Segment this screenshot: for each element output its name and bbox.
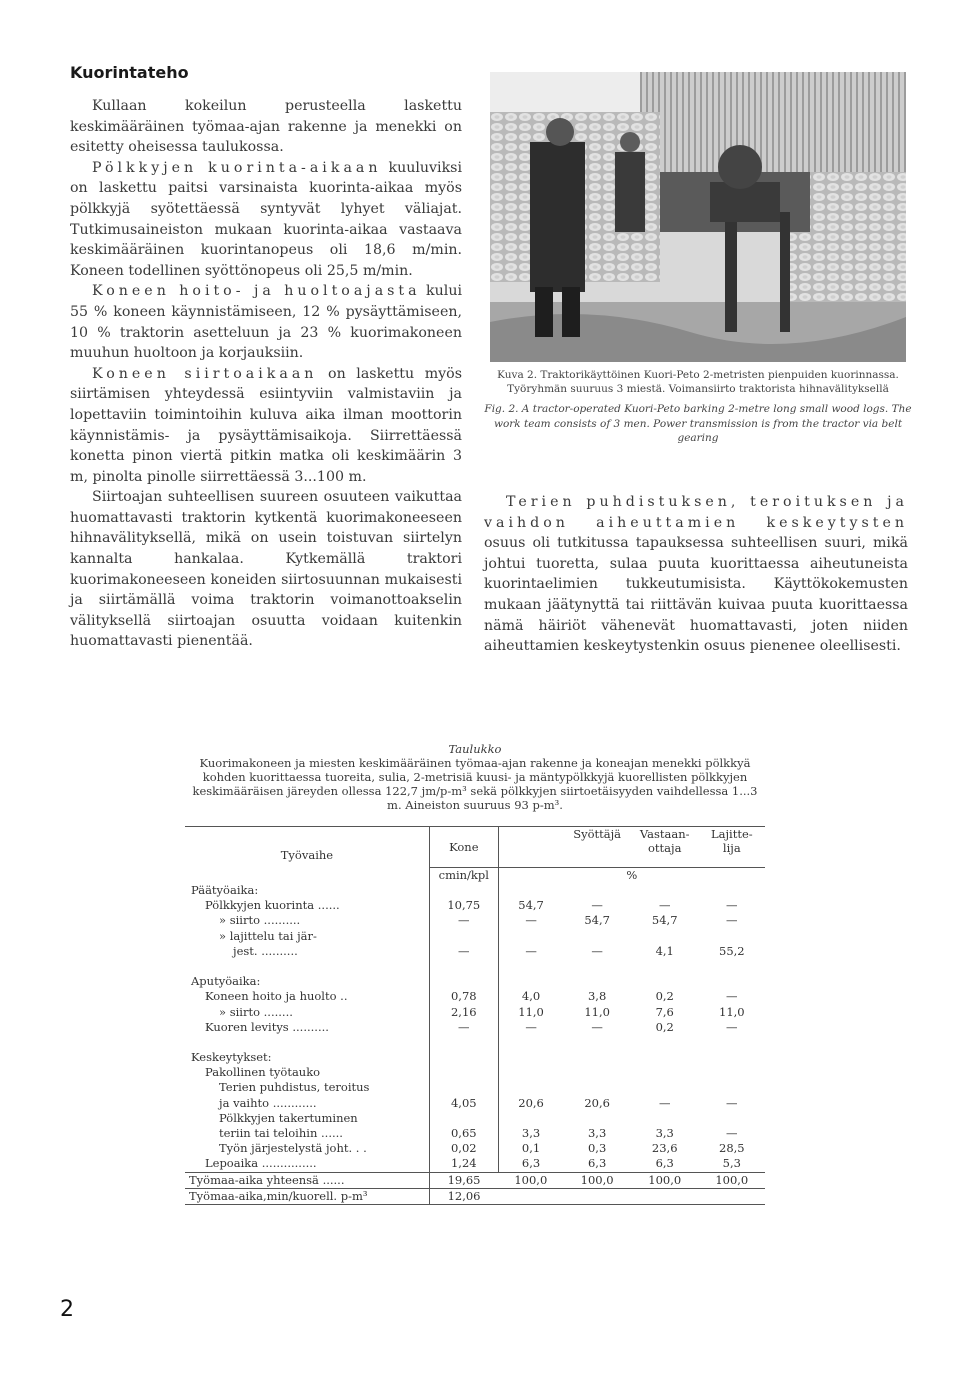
row-label: Keskeytykset: <box>185 1050 429 1065</box>
row-value <box>563 1050 630 1065</box>
photo-barking-machine <box>490 72 906 362</box>
total-label: Työmaa-aika yhteensä ...... <box>185 1172 429 1188</box>
final-value-1 <box>498 1188 563 1204</box>
row-value: — <box>591 943 603 958</box>
row-value <box>631 1035 699 1050</box>
total-row <box>185 1172 765 1188</box>
row-value <box>631 1111 699 1126</box>
row-value: 6,3 <box>655 1156 674 1171</box>
row-label: Pakollinen työtauko <box>185 1065 429 1080</box>
page-number: 2 <box>60 1297 74 1322</box>
total-value-2: 100,0 <box>563 1172 630 1188</box>
row-value: 20,6 <box>518 1095 544 1110</box>
table-title: Taulukko <box>448 742 502 756</box>
row-label: Työn järjestelystä joht. . . <box>185 1141 429 1156</box>
row-value: — <box>726 1095 738 1110</box>
figure-caption-english: Fig. 2. A tractor-operated Kuori-Peto barking 2-metre long small wood logs. The work team consists of 3 men. Power transmission is from the tractor via belt gearing <box>484 403 912 444</box>
header-empty <box>498 827 563 868</box>
row-value: 54,7 <box>584 913 610 928</box>
final-value-2 <box>563 1188 630 1204</box>
row-value: 3,3 <box>587 1126 607 1140</box>
row-value <box>699 1050 765 1065</box>
paragraph-2-text: kuuluviksi on laskettu paitsi varsinaista kuorinta-aikaa myös pölkkyjä syötettäessä syntyvät lyhyet väliajat. Tutkimusaineiston mukaan kuorinta-aikaa vastaava keskimääräinen kuorintanopeus oli 18,6 m/min. Koneen todellinen syöttönopeus oli 25,5 m/min. <box>70 159 462 279</box>
row-value-machine <box>429 959 498 974</box>
row-label <box>185 1035 429 1050</box>
row-value <box>699 1111 765 1126</box>
total-value-1: 100,0 <box>498 1172 563 1188</box>
row-value-machine: 1,24 <box>429 1156 498 1172</box>
left-column <box>70 96 462 652</box>
table-row <box>185 1035 765 1050</box>
row-label: Päätyöaika: <box>185 883 429 898</box>
row-label: Terien puhdistus, teroitus <box>185 1080 429 1095</box>
row-label: ja vaihto ............ <box>185 1096 429 1111</box>
row-value <box>699 959 765 974</box>
row-label: Lepoaika ............... <box>185 1156 429 1172</box>
table-row <box>185 1126 765 1141</box>
row-value <box>631 1080 699 1095</box>
paragraph-4-text: on laskettu myös siirtämisen yhteydessä esiintyviin valmistaviin ja lopettaviin toimintoihin kuluva aika ilman moottorin käynnistämis- ja pysäyttämisaikoja. Siirrettäessä konetta pinon viertä pitkin matka oli keskimäärin 3 m, pinolta pinolle siirrettäessä 3...100 m. <box>70 365 462 485</box>
row-value <box>498 883 563 898</box>
row-value-machine <box>429 1080 498 1095</box>
photo-illustration <box>490 72 906 362</box>
row-value-machine <box>429 1050 498 1065</box>
row-value: 55,2 <box>719 943 745 958</box>
row-value: — <box>726 1126 738 1140</box>
unit-machine: cmin/kpl <box>429 867 498 883</box>
table-row <box>185 959 765 974</box>
header-stage: Työvaihe <box>185 827 429 884</box>
row-value: — <box>658 1095 671 1110</box>
row-value <box>699 1080 765 1095</box>
right-paragraph-text: osuus oli tutkitussa tapauksessa suhteellisen suuri, mikä johtui tuoretta, sulaa puuta kuorittaessa aiheutuneista kuorintaelimien tukkeutumisista. Käyttökokemusten mukaan jäätynyttä tai riittävän kuivaa puuta kuorittaessa nämä häiriöt vähenevät huomattavasti, joten niiden aiheuttamien keskeytystenkin osuus pienenee oleellisesti. <box>484 535 908 655</box>
row-value <box>699 974 765 989</box>
total-value-4: 100,0 <box>699 1172 765 1188</box>
row-value <box>563 1035 630 1050</box>
figure-caption-finnish: Kuva 2. Traktorikäyttöinen Kuori-Peto 2-metristen pienpuiden kuorinnassa. Työryhmän suuruus 3 miestä. Voimansiirto traktorista hihnavälityksellä <box>497 369 899 396</box>
row-value <box>563 929 630 944</box>
row-value <box>498 1050 563 1065</box>
row-value: — <box>658 898 671 913</box>
row-label <box>185 959 429 974</box>
paragraph-4-lead: Koneen siirtoaikaan <box>92 365 318 382</box>
table-row <box>185 929 765 944</box>
row-value <box>563 1065 630 1080</box>
row-value: 3,3 <box>521 1126 541 1140</box>
final-label: Työmaa-aika,min/kuorell. p-m³ <box>185 1188 429 1204</box>
row-value <box>498 1035 563 1050</box>
row-value-machine: 2,16 <box>429 1005 498 1020</box>
paragraph-1: Kullaan kokeilun perusteella laskettu keskimääräinen työmaa-ajan rakenne ja menekki on esitetty oheisessa taulukossa. <box>70 98 462 156</box>
row-value <box>699 883 765 898</box>
figure-caption <box>478 368 918 451</box>
row-value: 11,0 <box>518 1004 544 1019</box>
row-label: Kuoren levitys .......... <box>185 1020 429 1035</box>
table-row <box>185 1020 765 1035</box>
row-value <box>699 929 765 944</box>
row-value-machine: — <box>429 1020 498 1035</box>
row-value-machine <box>429 1035 498 1050</box>
paragraph-2 <box>70 158 462 282</box>
table-row <box>185 898 765 913</box>
table-row <box>185 989 765 1004</box>
paragraph-4 <box>70 364 462 488</box>
row-value: 0,2 <box>655 989 674 1004</box>
row-value <box>498 974 563 989</box>
total-value-3: 100,0 <box>631 1172 699 1188</box>
table-body <box>185 883 765 1172</box>
table-row <box>185 883 765 898</box>
row-value <box>699 1065 765 1080</box>
header-feeder: Syöttäjä <box>573 827 622 841</box>
row-value-machine <box>429 1065 498 1080</box>
row-value-machine <box>429 1111 498 1126</box>
table-row <box>185 1080 765 1095</box>
row-value-machine <box>429 883 498 898</box>
row-value: 3,3 <box>655 1126 674 1140</box>
table-row <box>185 1141 765 1156</box>
row-value: 0,2 <box>655 1019 674 1034</box>
row-value: 0,1 <box>521 1141 541 1156</box>
total-value-machine: 19,65 <box>429 1172 498 1188</box>
row-value <box>631 974 699 989</box>
table-row <box>185 913 765 928</box>
header-receiver: Vastaan-ottaja <box>639 827 690 855</box>
row-label: Koneen hoito ja huolto .. <box>185 989 429 1004</box>
row-label: teriin tai teloihin ...... <box>185 1126 429 1141</box>
row-value <box>498 1080 563 1095</box>
row-value: 28,5 <box>719 1141 745 1156</box>
row-value <box>563 1111 630 1126</box>
table-description: Kuorimakoneen ja miesten keskimääräinen työmaa-ajan rakenne ja koneajan menekki pölkkyä kohden kuorittaessa tuoreita, sulia, 2-metrisiä kuusi- ja mäntypölkkyjä kuorellisten pölkkyjen keskimääräisen järeyden ollessa 122,7 jm/p-m³ sekä pölkkyjen siirtoetäisyyden vaihdellessa 1...3 m. Aineiston suuruus 93 p-m³. <box>192 756 758 812</box>
section-title: Kuorintateho <box>70 63 189 82</box>
header-sorter: Lajitte-lija <box>710 827 753 855</box>
row-value: — <box>726 989 738 1004</box>
table-row <box>185 944 765 959</box>
final-value-3 <box>631 1188 699 1204</box>
row-label: Pölkkyjen kuorinta ...... <box>185 898 429 913</box>
row-value <box>631 883 699 898</box>
table-row <box>185 1156 765 1172</box>
row-value: — <box>726 898 738 913</box>
row-value: — <box>726 1019 738 1034</box>
final-value-machine: 12,06 <box>429 1188 498 1204</box>
paragraph-3-lead: Koneen hoito- ja huoltoajasta <box>92 283 421 300</box>
right-paragraph-lead: Terien puhdistuksen, teroituksen ja vaihdon aiheuttamien keskeytysten <box>484 494 908 531</box>
row-value: 23,6 <box>651 1141 678 1156</box>
row-value: 5,3 <box>722 1156 741 1171</box>
row-value <box>563 1080 630 1095</box>
table-row <box>185 974 765 989</box>
paragraph-3-text: kului 55 % koneen käynnistämiseen, 12 % pysäyttämiseen, 10 % traktorin asetteluun ja 23 % kuorimakoneen muuhun huoltoon ja korjauksiin. <box>70 283 462 362</box>
row-value: 4,0 <box>521 989 541 1004</box>
row-value: — <box>591 1019 603 1034</box>
row-value <box>563 883 630 898</box>
row-value: 11,0 <box>719 1004 745 1019</box>
row-value: — <box>525 1019 537 1034</box>
table-row <box>185 1050 765 1065</box>
data-table <box>185 826 765 1205</box>
row-value: — <box>591 898 603 913</box>
row-value-machine: — <box>429 944 498 959</box>
row-value <box>563 959 630 974</box>
final-row <box>185 1188 765 1204</box>
row-value-machine <box>429 974 498 989</box>
row-label: » siirto ........ <box>185 1005 429 1020</box>
paragraph-2-lead: Pölkkyjen kuorinta-aikaan <box>92 159 382 176</box>
row-value: 11,0 <box>584 1004 610 1019</box>
row-value: 7,6 <box>655 1004 674 1019</box>
row-value-machine: 0,65 <box>429 1126 498 1141</box>
work-time-table <box>185 826 765 1205</box>
row-value <box>699 1035 765 1050</box>
row-label: Aputyöaika: <box>185 974 429 989</box>
table-row <box>185 1096 765 1111</box>
row-value: 54,7 <box>518 898 544 913</box>
row-value <box>498 1065 563 1080</box>
row-value: 6,3 <box>587 1156 607 1171</box>
table-row <box>185 1111 765 1126</box>
unit-percent: % <box>626 867 638 882</box>
row-value <box>498 959 563 974</box>
row-label: Pölkkyjen takertuminen <box>185 1111 429 1126</box>
right-column <box>484 492 908 657</box>
final-value-4 <box>699 1188 765 1204</box>
row-value: — <box>726 913 738 928</box>
row-value-machine: 4,05 <box>429 1096 498 1111</box>
row-value: 4,1 <box>655 943 674 958</box>
paragraph-5: Siirtoajan suhteellisen suureen osuuteen vaikuttaa huomattavasti traktorin kytkentä kuorimakoneeseen hihnavälityksellä, mikä on usein toistuvan siirtelyn kannalta hankalaa. Kytkemällä traktori kuorimakoneeseen koneiden siirtosuunnan mukaisesti ja siirtämällä voima traktorin voimanottoakselin välityksellä siirtoajan osuutta voidaan kuitenkin huomattavasti pienentää. <box>70 489 462 650</box>
right-paragraph <box>484 492 908 657</box>
row-value <box>631 929 699 944</box>
row-value <box>498 929 563 944</box>
row-value-machine: — <box>429 913 498 928</box>
header-machine: Kone <box>429 827 498 868</box>
row-value <box>498 1111 563 1126</box>
row-value-machine <box>429 929 498 944</box>
row-label: » siirto .......... <box>185 913 429 928</box>
paragraph-3 <box>70 281 462 363</box>
table-row <box>185 1005 765 1020</box>
row-value: — <box>525 913 537 928</box>
row-value: 0,3 <box>587 1141 607 1156</box>
row-value <box>631 1065 699 1080</box>
row-value <box>563 974 630 989</box>
row-label: jest. .......... <box>185 944 429 959</box>
row-value <box>631 1050 699 1065</box>
row-value-machine: 10,75 <box>429 898 498 913</box>
row-value: 6,3 <box>521 1156 541 1171</box>
row-value: 20,6 <box>584 1095 610 1110</box>
table-row <box>185 1065 765 1080</box>
row-label: » lajittelu tai jär- <box>185 929 429 944</box>
row-value <box>631 959 699 974</box>
row-value: — <box>525 943 537 958</box>
row-value: 54,7 <box>651 913 678 928</box>
row-value-machine: 0,78 <box>429 989 498 1004</box>
row-value-machine: 0,02 <box>429 1141 498 1156</box>
row-value: 3,8 <box>587 989 607 1004</box>
